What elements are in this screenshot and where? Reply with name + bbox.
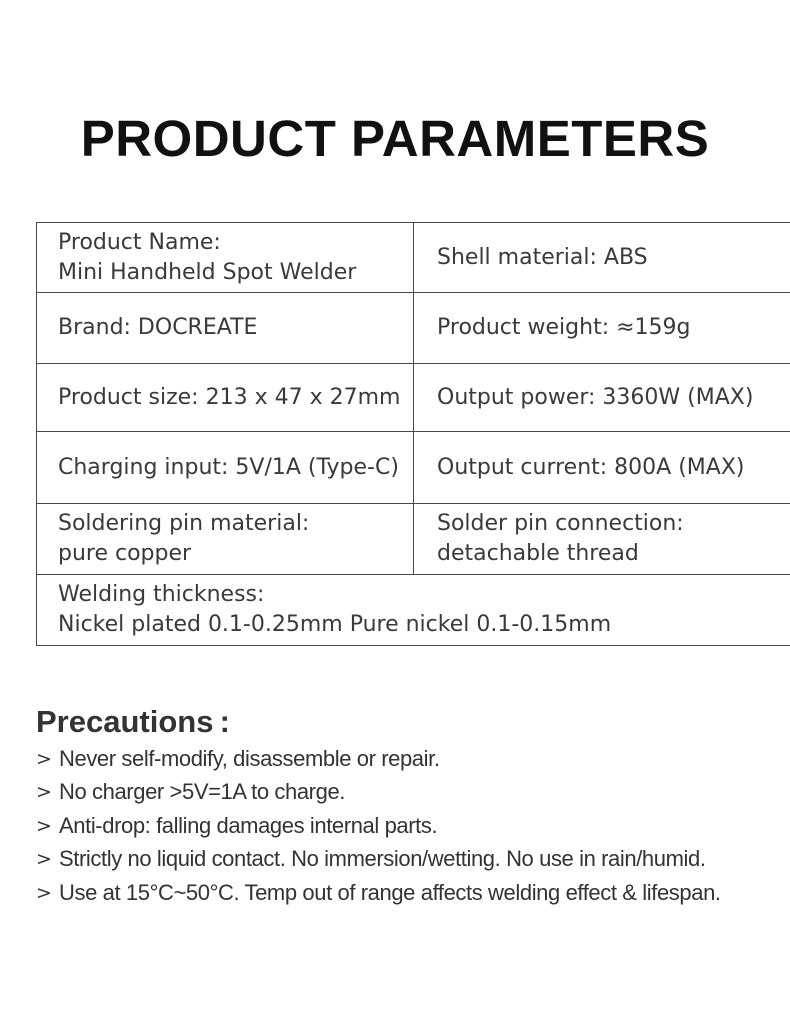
param-cell-product-size: [37, 364, 414, 432]
param-value: pure copper: [58, 541, 192, 566]
precaution-text: Strictly no liquid contact. No immersion/wetting. No use in rain/humid.: [59, 846, 706, 872]
precautions-heading: Precautions :: [36, 704, 230, 739]
param-cell-solder-pin-connection: [414, 504, 790, 575]
list-item: [36, 776, 721, 810]
parameters-table: [36, 222, 790, 646]
table-row: [37, 575, 790, 646]
param-cell-product-weight: [414, 293, 790, 364]
table-row: [37, 432, 790, 504]
list-item: [36, 843, 721, 877]
precautions-list: [36, 742, 721, 910]
param-cell-product-name: [37, 223, 414, 293]
param-cell-output-power: [414, 364, 790, 432]
precaution-text: Use at 15°C~50°C. Temp out of range affects welding effect & lifespan.: [59, 879, 721, 905]
param-label: Solder pin connection:: [437, 511, 684, 536]
param-text: Product weight: ≈159g: [437, 315, 691, 340]
param-cell-brand: [37, 293, 414, 364]
precaution-text: Anti-drop: falling damages internal parts.: [59, 812, 438, 838]
page-title: PRODUCT PARAMETERS: [80, 110, 710, 167]
param-value: Nickel plated 0.1-0.25mm Pure nickel 0.1-0.15mm: [58, 612, 612, 637]
chevron-right-icon: >: [36, 848, 52, 871]
table-row: [37, 504, 790, 575]
list-item: [36, 742, 721, 776]
param-value: Mini Handheld Spot Welder: [58, 259, 357, 285]
param-label: Product Name:: [58, 229, 221, 255]
precaution-text: No charger >5V=1A to charge.: [59, 779, 345, 805]
param-cell-soldering-pin-material: [37, 504, 414, 575]
param-label: Welding thickness:: [58, 582, 265, 607]
param-text: Shell material: ABS: [437, 244, 648, 270]
param-cell-charging-input: [37, 432, 414, 504]
param-text: Charging input: 5V/1A (Type-C): [58, 454, 399, 480]
param-cell-welding-thickness: [37, 575, 790, 646]
table-row: [37, 223, 790, 293]
param-cell-output-current: [414, 432, 790, 504]
chevron-right-icon: >: [36, 781, 52, 804]
chevron-right-icon: >: [36, 881, 52, 904]
list-item: [36, 809, 721, 843]
table-row: [37, 293, 790, 364]
param-text: Product size: 213 x 47 x 27mm: [58, 384, 401, 410]
list-item: [36, 876, 721, 910]
param-cell-shell-material: [414, 223, 790, 293]
param-text: Output power: 3360W (MAX): [437, 384, 754, 410]
param-label: Soldering pin material:: [58, 511, 310, 536]
chevron-right-icon: >: [36, 814, 52, 837]
param-text: Output current: 800A (MAX): [437, 454, 745, 480]
param-text: Brand: DOCREATE: [58, 315, 258, 340]
table-row: [37, 364, 790, 432]
chevron-right-icon: >: [36, 747, 52, 770]
param-value: detachable thread: [437, 541, 639, 566]
precaution-text: Never self-modify, disassemble or repair.: [59, 745, 440, 771]
